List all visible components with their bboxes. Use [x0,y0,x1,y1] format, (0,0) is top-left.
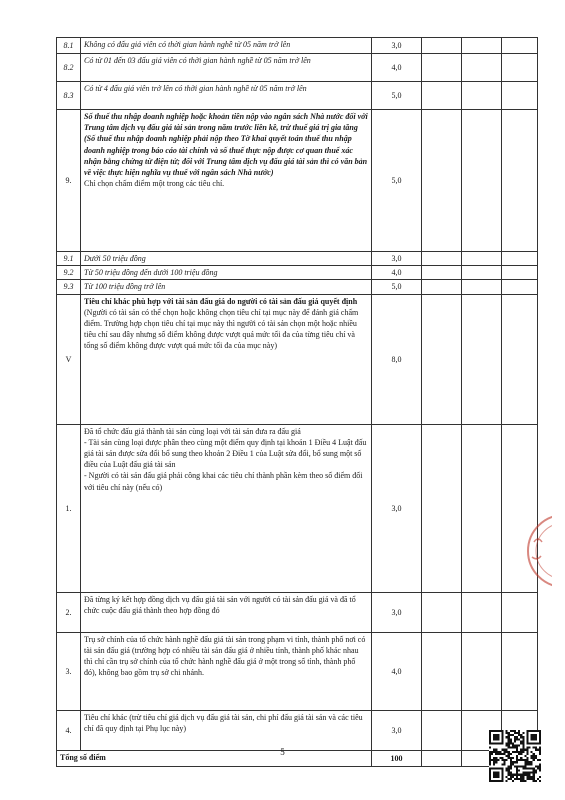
criterion-text: Đã từng ký kết hợp đồng dịch vụ đấu giá tài sản với người có tài sản đấu giá và đã tổ chức cuộc đấu giá thành theo hợp đồng đó [81,592,372,632]
max-points: 3,0 [372,252,422,266]
max-points: 5,0 [372,82,422,110]
row-number: 4. [57,710,81,750]
empty-cell [502,592,538,632]
empty-cell [422,592,462,632]
empty-cell [502,632,538,710]
max-points: 3,0 [372,710,422,750]
max-points: 3,0 [372,38,422,54]
empty-cell [422,632,462,710]
red-seal-stamp-icon [524,512,552,590]
empty-cell [422,82,462,110]
total-points: 100 [372,750,422,766]
table-row [57,266,538,280]
max-points: 4,0 [372,54,422,82]
max-points: 4,0 [372,266,422,280]
table-row [57,252,538,266]
max-points: 3,0 [372,424,422,592]
row-number: 9.2 [57,266,81,280]
empty-cell [462,110,502,252]
criterion-text [81,110,372,252]
table-row [57,294,538,424]
row-number: 9. [57,110,81,252]
empty-cell [462,294,502,424]
empty-cell [422,266,462,280]
empty-cell [462,280,502,294]
criterion-text: Có từ 01 đến 03 đấu giá viên có thời gian hành nghề từ 05 năm trở lên [81,54,372,82]
empty-cell [422,280,462,294]
criterion-text [81,294,372,424]
criterion-heading: Tiêu chí khác phù hợp với tài sản đấu giá do người có tài sản đấu giá quyết định [84,296,358,306]
criterion-note: (Người có tài sản có thể chọn hoặc không chọn tiêu chí tại mục này để đánh giá chấm điểm. Trường hợp chọn tiêu chí tại mục này thì người có tài sản chọn một hoặc nhiều tiêu chí sau đây nhưng số điểm không được vượt quá mức tối đa của từng tiêu chí và tổng số điểm không được vượt quá mức tối đa của mục này) [84,307,359,351]
row-number: 9.3 [57,280,81,294]
max-points: 5,0 [372,110,422,252]
criterion-text: Có từ 4 đấu giá viên trở lên có thời gian hành nghề từ 05 năm trở lên [81,82,372,110]
max-points: 5,0 [372,280,422,294]
row-number: 8.1 [57,38,81,54]
row-number: V [57,294,81,424]
criterion-text: Tiêu chí khác (trừ tiêu chí giá dịch vụ đấu giá tài sản, chi phí đấu giá tài sản và các tiêu chí đã quy định tại Phụ lục này) [81,710,372,750]
criterion-line: - Người có tài sản đấu giá phải công khai các tiêu chí thành phần kèm theo số điểm đối với tiêu chí này (nếu có) [84,471,363,492]
row-number: 3. [57,632,81,710]
criterion-text: Trụ sở chính của tổ chức hành nghề đấu giá tài sản trong phạm vi tỉnh, thành phố nơi có tài sản đấu giá (trường hợp có nhiều tài sản đấu giá ở nhiều tỉnh, thành phố khác nhau thì chỉ cần trụ sở chính của tổ chức hành nghề đấu giá ở một trong số tỉnh, thành phố đó), không bao gồm trụ sở chi nhánh. [81,632,372,710]
max-points: 3,0 [372,592,422,632]
empty-cell [422,710,462,750]
empty-cell [462,54,502,82]
criterion-text: Từ 50 triệu đồng đến dưới 100 triệu đồng [81,266,372,280]
empty-cell [422,252,462,266]
criterion-text: Không có đấu giá viên có thời gian hành nghề từ 05 năm trở lên [81,38,372,54]
table-row [57,54,538,82]
max-points: 8,0 [372,294,422,424]
max-points: 4,0 [372,632,422,710]
empty-cell [422,38,462,54]
empty-cell [462,424,502,592]
table-row [57,110,538,252]
criterion-text [81,424,372,592]
criterion-note: Chỉ chọn chấm điểm một trong các tiêu chí. [84,179,225,189]
row-number: 2. [57,592,81,632]
table-row [57,280,538,294]
document-page [56,37,537,767]
empty-cell [422,110,462,252]
empty-cell [422,424,462,592]
empty-cell [462,82,502,110]
empty-cell [502,280,538,294]
empty-cell [462,252,502,266]
table-row [57,424,538,592]
criterion-text: Dưới 50 triệu đồng [81,252,372,266]
empty-cell [502,54,538,82]
table-row [57,38,538,54]
total-label: Tổng số điểm [57,750,372,766]
table-row [57,710,538,750]
empty-cell [502,294,538,424]
empty-cell [422,294,462,424]
empty-cell [502,110,538,252]
empty-cell [502,82,538,110]
criterion-heading: Số thuế thu nhập doanh nghiệp hoặc khoản tiền nộp vào ngân sách Nhà nước đối với Trung tâm dịch vụ đấu giá tài sản trong năm trước liền kề, trừ thuế giá trị gia tăng (Số thuế thu nhập doanh nghiệp phải nộp theo Tờ khai quyết toán thuế thu nhập doanh nghiệp trong báo cáo tài chính và số thuế thực nộp được cơ quan thuế xác nhận bằng chứng từ điện tử; đối với Trung tâm dịch vụ đấu giá tài sản thì có văn bản về việc thực hiện nghĩa vụ thuế với ngân sách Nhà nước) [84,112,368,178]
empty-cell [502,252,538,266]
empty-cell [462,266,502,280]
qr-code-icon [489,730,541,782]
empty-cell [422,54,462,82]
row-number: 1. [57,424,81,592]
criterion-line: Đã tổ chức đấu giá thành tài sản cùng loại với tài sản đưa ra đấu giá [84,426,301,436]
page-number: 5 [280,747,285,757]
criterion-text: Từ 100 triệu đồng trở lên [81,280,372,294]
row-number: 8.2 [57,54,81,82]
scoring-table [56,37,538,767]
table-row [57,82,538,110]
row-number: 8.3 [57,82,81,110]
empty-cell [462,592,502,632]
table-row [57,632,538,710]
table-row [57,592,538,632]
empty-cell [502,38,538,54]
criterion-line: - Tài sản cùng loại được phân theo cùng một điểm quy định tại khoản 1 Điều 4 Luật đấu giá tài sản được sửa đổi bổ sung theo khoản 2 Điều 1 của Luật sửa đổi, bổ sung một số điều của Luật đấu giá tài sản [84,437,367,470]
empty-cell [502,266,538,280]
row-number: 9.1 [57,252,81,266]
empty-cell [462,38,502,54]
empty-cell [462,632,502,710]
